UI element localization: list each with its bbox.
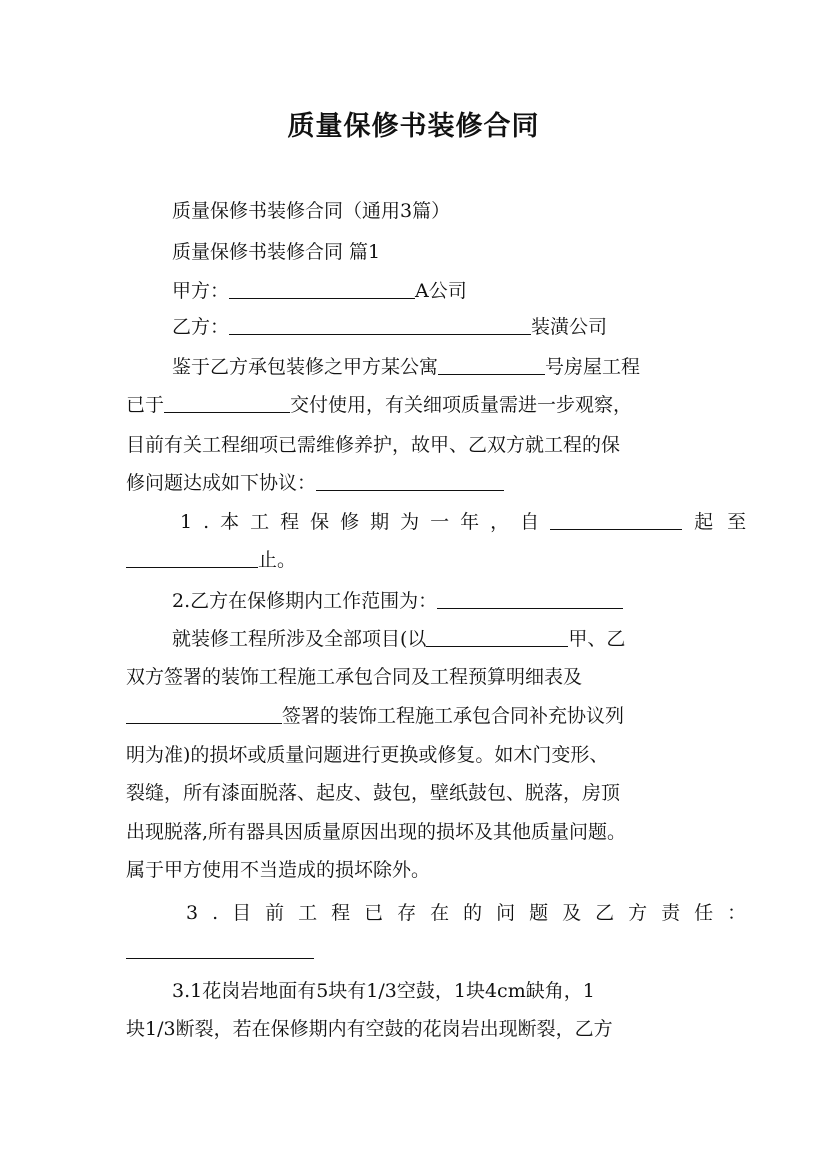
paragraph-text: 属于甲方使用不当造成的损坏除外。	[126, 859, 431, 881]
paragraph-text: 已于	[126, 394, 165, 416]
paragraph-text: 双方签署的装饰工程施工承包合同及工程预算明细表及	[126, 666, 583, 688]
party-a-line	[172, 280, 467, 302]
party-a-name: A公司	[415, 280, 467, 302]
paragraph-text: 号房屋工程	[545, 356, 641, 378]
contract-date-blank[interactable]	[426, 628, 568, 647]
paragraph-text: 甲、乙	[568, 628, 626, 650]
party-b-label: 乙方：	[172, 316, 230, 338]
work-scope-blank[interactable]	[437, 590, 623, 609]
paragraph-line	[126, 859, 430, 881]
paragraph-line	[126, 666, 582, 688]
clause-3-1-line	[172, 980, 595, 1002]
paragraph-line	[126, 472, 504, 494]
paragraph-line	[172, 628, 625, 650]
clause-1-text: 止。	[258, 549, 297, 571]
clause-3-line	[186, 902, 760, 924]
clause-1-line	[180, 511, 760, 533]
paragraph-text: 出现脱落,所有器具因质量原因出现的损坏及其他质量问题。	[126, 821, 627, 843]
clause-2-text: 2.乙方在保修期内工作范围为：	[172, 590, 438, 612]
warranty-end-blank[interactable]	[126, 549, 258, 568]
paragraph-line	[126, 744, 608, 766]
paragraph-text: 就装修工程所涉及全部项目(以	[172, 628, 427, 650]
party-b-name: 装潢公司	[531, 316, 608, 338]
paragraph-text: 明为准)的损坏或质量问题进行更换或修复。如木门变形、	[126, 744, 609, 766]
paragraph-line	[126, 705, 624, 727]
clause-3-1-text: 块1/3断裂，若在保修期内有空鼓的花岗岩出现断裂，乙方	[126, 1018, 613, 1040]
paragraph-text: 签署的装饰工程施工承包合同补充协议列	[282, 705, 625, 727]
party-b-blank[interactable]	[229, 316, 531, 335]
paragraph-line	[126, 782, 620, 804]
paragraph-text: 裂缝，所有漆面脱落、起皮、鼓包，壁纸鼓包、脱落，房顶	[126, 782, 621, 804]
document-title: 质量保修书装修合同	[287, 111, 540, 142]
paragraph-line	[126, 434, 620, 456]
clause-3-text: 3.目前工程已存在的问题及乙方责任：	[186, 902, 761, 924]
apartment-number-blank[interactable]	[438, 356, 545, 375]
paragraph-text: 目前有关工程细项已需维修养护，故甲、乙双方就工程的保	[126, 434, 621, 456]
clause-2-line	[172, 590, 623, 612]
party-a-label: 甲方：	[172, 280, 230, 302]
subtitle-text: 质量保修书装修合同（通用3篇）	[172, 200, 451, 222]
paragraph-line	[126, 821, 626, 843]
section-heading	[172, 241, 380, 263]
paragraph-text: 修问题达成如下协议：	[126, 472, 317, 494]
existing-issues-blank[interactable]	[126, 940, 314, 959]
section-heading-text: 质量保修书装修合同 篇1	[172, 241, 381, 263]
paragraph-line	[126, 394, 632, 416]
delivery-date-blank[interactable]	[164, 394, 290, 413]
clause-3-1-text: 3.1花岗岩地面有5块有1/3空鼓，1块4cm缺角，1	[172, 980, 595, 1002]
paragraph-line	[172, 356, 640, 378]
subtitle-line	[172, 200, 450, 222]
clause-1-line	[126, 549, 296, 571]
clause-1-text: 1.本工程保修期为一年，自	[180, 511, 551, 533]
clause-1-text: 起至	[694, 511, 761, 533]
party-b-line	[172, 316, 607, 338]
agreement-blank[interactable]	[316, 472, 504, 491]
supplement-date-blank[interactable]	[126, 705, 282, 724]
clause-3-1-line	[126, 1018, 613, 1040]
party-a-blank[interactable]	[229, 280, 415, 299]
paragraph-text: 交付使用，有关细项质量需进一步观察，	[290, 394, 633, 416]
clause-3-line	[126, 940, 314, 962]
warranty-start-blank[interactable]	[550, 511, 682, 530]
paragraph-text: 鉴于乙方承包装修之甲方某公寓	[172, 356, 439, 378]
